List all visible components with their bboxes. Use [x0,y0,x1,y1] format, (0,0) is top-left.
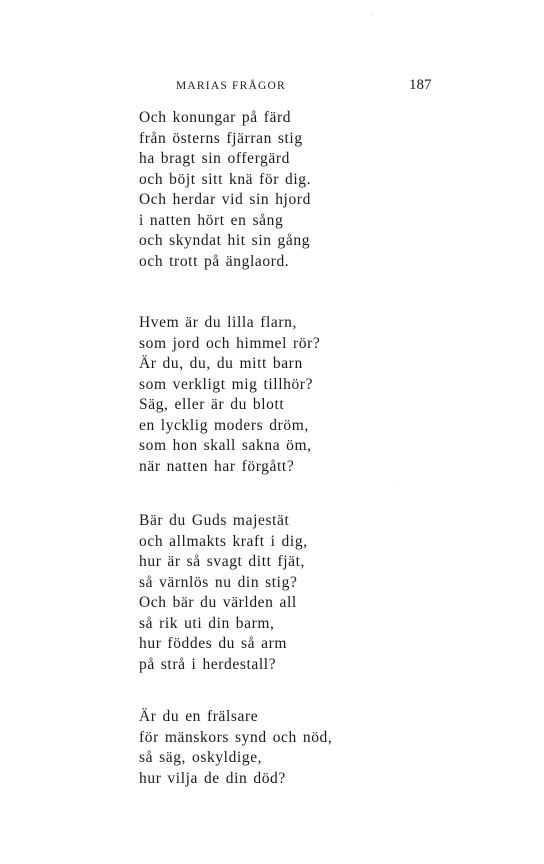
poem-line: ha bragt sin offergärd [139,150,290,167]
poem-line: Är du, du, du mitt barn [139,355,303,372]
paper-speck [372,14,373,15]
poem-line: Och herdar vid sin hjord [139,191,311,208]
poem-line: på strå i herdestall? [139,655,277,673]
poem-line: från österns fjärran stig [139,129,303,147]
poem-line: Och konungar på färd [139,109,292,126]
poem-line: och böjt sitt knä för dig. [139,170,312,188]
stanza-3 [139,511,419,675]
stanza-2 [139,313,419,477]
poem-line: hur vilja de din död? [139,769,286,787]
poem-line: så rik uti din barm, [139,614,275,632]
poem-line: Hvem är du lilla flarn, [139,314,297,331]
poem-line: Och bär du världen all [139,594,297,611]
poem-line: och allmakts kraft i dig, [139,532,308,550]
stanza-4 [139,707,419,789]
poem-line: som hon skall sakna öm, [139,437,312,454]
poem-line: Säg, eller är du blott [139,396,285,413]
poem-line: hur är så svagt ditt fjät, [139,553,306,570]
poem-line: för mänskors synd och nöd, [139,728,333,746]
poem-line: och trott på änglaord. [139,252,290,270]
poem-line: hur föddes du så arm [139,635,287,652]
stanza-1 [139,108,419,272]
paper-speck [397,484,398,485]
page-number: 187 [409,77,432,93]
poem-line: Bär du Guds majestät [139,512,290,529]
poem-line: så värnlös nu din stig? [139,573,298,591]
poem-line: som verkligt mig tillhör? [139,375,314,393]
running-head: MARIAS FRÅGOR [176,80,286,92]
poem-line: Är du en frälsare [139,708,259,725]
poem-line: som jord och himmel rör? [139,334,321,352]
poem-line: så säg, oskyldige, [139,749,263,766]
poem-line: och skyndat hit sin gång [139,232,311,249]
poem-line: en lycklig moders dröm, [139,416,309,434]
poem-line: i natten hört en sång [139,211,284,229]
poem-line: när natten har förgått? [139,457,295,475]
